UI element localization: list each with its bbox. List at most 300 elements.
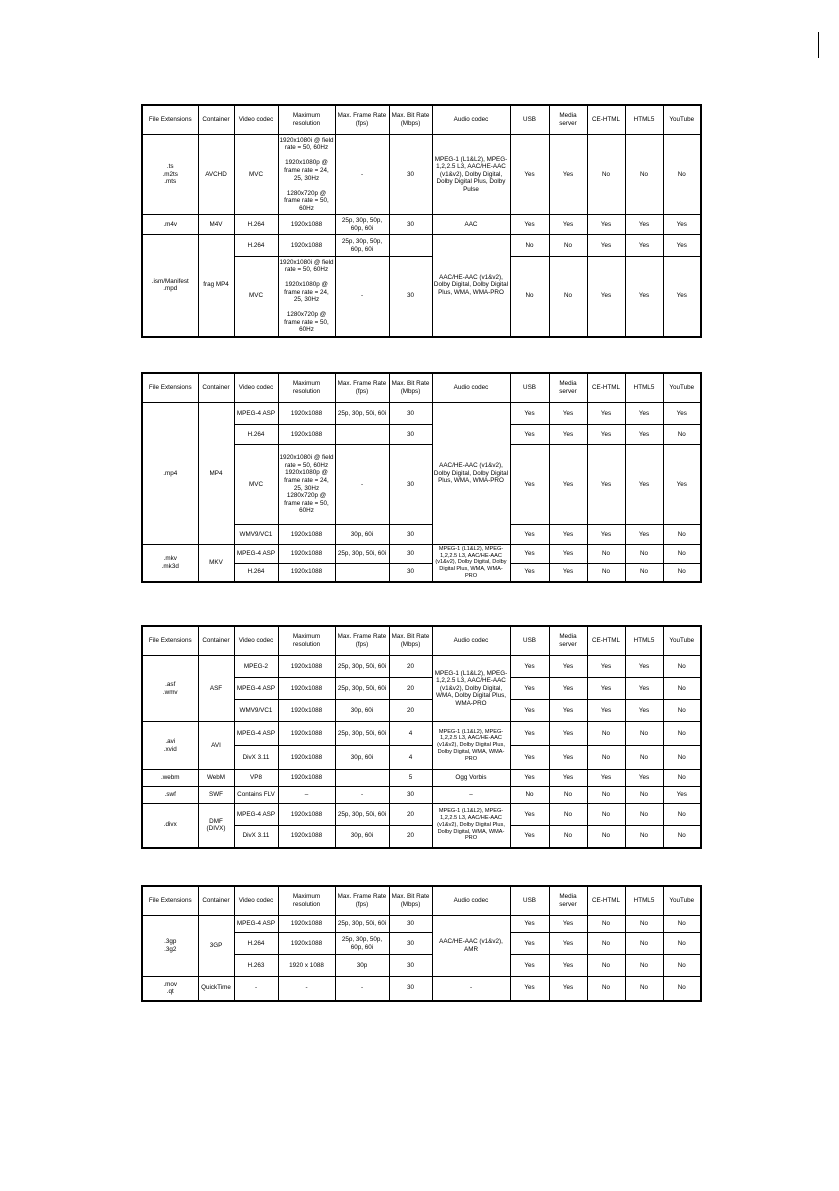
- container: ASF: [198, 656, 234, 722]
- max-resolution: –: [278, 787, 335, 804]
- audio-codec: MPEG-1 (L1&L2), MPEG-1,2,2.5 L3, AAC/HE-AAC (v1&v2), Dolby Digital Plus, Dolby Digital, WMA, WMA-PRO: [432, 804, 510, 848]
- table-row: [142, 656, 701, 678]
- header-cell: CE-HTML: [587, 626, 625, 656]
- usb-support: No: [510, 787, 549, 804]
- max-bit-rate: 30: [389, 977, 432, 1001]
- header-cell: Audio codec: [432, 105, 510, 135]
- container: AVCHD: [198, 135, 234, 215]
- header-cell: Container: [198, 105, 234, 135]
- media-server-support: Yes: [549, 215, 587, 235]
- usb-support: Yes: [510, 545, 549, 564]
- ce-html-support: Yes: [587, 656, 625, 678]
- table-row: [142, 804, 701, 826]
- usb-support: Yes: [510, 678, 549, 700]
- video-codec: H.264: [234, 215, 278, 235]
- ce-html-support: No: [587, 955, 625, 977]
- video-codec: MPEG-2: [234, 656, 278, 678]
- header-cell: Video codec: [234, 105, 278, 135]
- max-bit-rate: 5: [389, 770, 432, 787]
- header-cell: Container: [198, 626, 234, 656]
- max-bit-rate: 20: [389, 678, 432, 700]
- usb-support: Yes: [510, 955, 549, 977]
- audio-codec: -: [432, 977, 510, 1001]
- header-cell: Audio codec: [432, 373, 510, 403]
- file-extension: .avi .xvid: [142, 722, 198, 770]
- youtube-support: No: [663, 656, 701, 678]
- video-codec: MVC: [234, 445, 278, 525]
- container: frag MP4: [198, 235, 234, 337]
- file-extension: .mp4: [142, 403, 198, 545]
- max-resolution: 1920x1088: [278, 656, 335, 678]
- ce-html-support: No: [587, 563, 625, 582]
- youtube-support: No: [663, 678, 701, 700]
- max-frame-rate: 30p: [335, 955, 389, 977]
- table-row: [142, 403, 701, 425]
- header-cell: Maximum resolution: [278, 105, 335, 135]
- file-extension: .3gp .3g2: [142, 916, 198, 977]
- max-frame-rate: [335, 425, 389, 445]
- container: 3GP: [198, 916, 234, 977]
- ce-html-support: Yes: [587, 525, 625, 545]
- html5-support: Yes: [625, 403, 663, 425]
- max-bit-rate: 20: [389, 826, 432, 848]
- html5-support: Yes: [625, 257, 663, 337]
- file-extension: .swf: [142, 787, 198, 804]
- header-row: [142, 373, 701, 403]
- file-extension: .mkv .mk3d: [142, 545, 198, 582]
- video-codec: VP8: [234, 770, 278, 787]
- max-frame-rate: -: [335, 257, 389, 337]
- table-row: [142, 916, 701, 933]
- media-server-support: Yes: [549, 545, 587, 564]
- html5-support: Yes: [625, 656, 663, 678]
- header-cell: Max. Frame Rate (fps): [335, 373, 389, 403]
- max-resolution: 1920x1088: [278, 525, 335, 545]
- youtube-support: No: [663, 770, 701, 787]
- media-server-support: Yes: [549, 722, 587, 746]
- html5-support: No: [625, 916, 663, 933]
- container: MKV: [198, 545, 234, 582]
- video-codec: H.263: [234, 955, 278, 977]
- ce-html-support: No: [587, 787, 625, 804]
- media-server-support: No: [549, 787, 587, 804]
- max-resolution: 1920x1088: [278, 916, 335, 933]
- html5-support: Yes: [625, 700, 663, 722]
- max-frame-rate: 30p, 60i: [335, 826, 389, 848]
- youtube-support: No: [663, 525, 701, 545]
- html5-support: Yes: [625, 770, 663, 787]
- format-table-3: [141, 625, 702, 849]
- html5-support: No: [625, 563, 663, 582]
- header-cell: HTML5: [625, 373, 663, 403]
- max-bit-rate: 30: [389, 955, 432, 977]
- html5-support: No: [625, 826, 663, 848]
- video-codec: MVC: [234, 135, 278, 215]
- youtube-support: No: [663, 916, 701, 933]
- file-extension: .ts .m2ts .mts: [142, 135, 198, 215]
- video-codec: H.264: [234, 425, 278, 445]
- video-codec: MPEG-4 ASP: [234, 804, 278, 826]
- usb-support: No: [510, 257, 549, 337]
- table-row: [142, 135, 701, 215]
- max-frame-rate: 30p, 60i: [335, 525, 389, 545]
- ce-html-support: Yes: [587, 700, 625, 722]
- youtube-support: Yes: [663, 235, 701, 257]
- format-table-1: [141, 104, 702, 338]
- header-cell: CE-HTML: [587, 373, 625, 403]
- header-cell: YouTube: [663, 373, 701, 403]
- container: M4V: [198, 215, 234, 235]
- max-bit-rate: 30: [389, 135, 432, 215]
- usb-support: Yes: [510, 656, 549, 678]
- html5-support: No: [625, 977, 663, 1001]
- html5-support: No: [625, 933, 663, 955]
- youtube-support: Yes: [663, 445, 701, 525]
- ce-html-support: Yes: [587, 235, 625, 257]
- header-cell: Container: [198, 373, 234, 403]
- youtube-support: No: [663, 722, 701, 746]
- ce-html-support: Yes: [587, 425, 625, 445]
- html5-support: No: [625, 787, 663, 804]
- media-server-support: Yes: [549, 403, 587, 425]
- header-cell: YouTube: [663, 626, 701, 656]
- header-cell: Max. Frame Rate (fps): [335, 105, 389, 135]
- max-frame-rate: 25p, 30p, 50i, 60i: [335, 916, 389, 933]
- ce-html-support: No: [587, 545, 625, 564]
- youtube-support: No: [663, 955, 701, 977]
- max-resolution: 1920x1088: [278, 933, 335, 955]
- ce-html-support: No: [587, 916, 625, 933]
- header-cell: Max. Frame Rate (fps): [335, 886, 389, 916]
- max-frame-rate: [335, 770, 389, 787]
- header-cell: CE-HTML: [587, 105, 625, 135]
- max-bit-rate: 30: [389, 933, 432, 955]
- header-cell: Video codec: [234, 626, 278, 656]
- header-cell: Video codec: [234, 373, 278, 403]
- max-bit-rate: 4: [389, 722, 432, 746]
- header-cell: Max. Bit Rate (Mbps): [389, 626, 432, 656]
- header-cell: Media server: [549, 626, 587, 656]
- usb-support: Yes: [510, 563, 549, 582]
- max-resolution: 1920x1088: [278, 215, 335, 235]
- container: WebM: [198, 770, 234, 787]
- max-resolution: 1920x1088: [278, 746, 335, 770]
- usb-support: Yes: [510, 826, 549, 848]
- max-frame-rate: -: [335, 977, 389, 1001]
- video-codec: H.264: [234, 933, 278, 955]
- header-cell: Max. Bit Rate (Mbps): [389, 886, 432, 916]
- max-frame-rate: 25p, 30p, 50i, 60i: [335, 722, 389, 746]
- header-row: [142, 105, 701, 135]
- media-server-support: Yes: [549, 656, 587, 678]
- media-server-support: Yes: [549, 445, 587, 525]
- header-cell: Max. Bit Rate (Mbps): [389, 373, 432, 403]
- audio-codec: MPEG-1 (L1&L2), MPEG-1,2,2.5 L3, AAC/HE-AAC (v1&v2), Dolby Digital Plus, Dolby Digital, WMA, WMA-PRO: [432, 722, 510, 770]
- header-cell: File Extensions: [142, 373, 198, 403]
- audio-codec: Ogg Vorbis: [432, 770, 510, 787]
- media-server-support: Yes: [549, 563, 587, 582]
- youtube-support: No: [663, 545, 701, 564]
- header-cell: Maximum resolution: [278, 886, 335, 916]
- video-codec: MPEG-4 ASP: [234, 916, 278, 933]
- audio-codec: AAC/HE-AAC (v1&v2), AMR: [432, 916, 510, 977]
- max-resolution: 1920x1088: [278, 722, 335, 746]
- video-codec: DivX 3.11: [234, 826, 278, 848]
- file-extension: .mov .qt: [142, 977, 198, 1001]
- youtube-support: Yes: [663, 787, 701, 804]
- html5-support: Yes: [625, 678, 663, 700]
- max-bit-rate: 30: [389, 545, 432, 564]
- file-extension: .m4v: [142, 215, 198, 235]
- video-codec: -: [234, 977, 278, 1001]
- video-codec: WMV9/VC1: [234, 525, 278, 545]
- max-frame-rate: 25p, 30p, 50i, 60i: [335, 656, 389, 678]
- audio-codec: AAC/HE-AAC (v1&v2), Dolby Digital, Dolby Digital Plus, WMA, WMA-PRO: [432, 235, 510, 337]
- header-cell: YouTube: [663, 886, 701, 916]
- video-codec: MPEG-4 ASP: [234, 678, 278, 700]
- container: DMF (DIVX): [198, 804, 234, 848]
- media-server-support: Yes: [549, 678, 587, 700]
- usb-support: Yes: [510, 403, 549, 425]
- format-table-2: [141, 372, 702, 583]
- html5-support: No: [625, 135, 663, 215]
- header-cell: Media server: [549, 105, 587, 135]
- audio-codec: AAC/HE-AAC (v1&v2), Dolby Digital, Dolby Digital Plus, WMA, WMA-PRO: [432, 403, 510, 545]
- media-server-support: Yes: [549, 525, 587, 545]
- header-cell: Max. Bit Rate (Mbps): [389, 105, 432, 135]
- usb-support: Yes: [510, 933, 549, 955]
- table-row: [142, 770, 701, 787]
- audio-codec: –: [432, 787, 510, 804]
- media-server-support: No: [549, 257, 587, 337]
- html5-support: Yes: [625, 525, 663, 545]
- max-resolution: 1920x1088: [278, 545, 335, 564]
- media-server-support: Yes: [549, 770, 587, 787]
- table-row: [142, 977, 701, 1001]
- max-frame-rate: 25p, 30p, 50i, 60i: [335, 403, 389, 425]
- max-resolution: 1920x1088: [278, 770, 335, 787]
- table-row: [142, 545, 701, 564]
- container: QuickTime: [198, 977, 234, 1001]
- header-cell: HTML5: [625, 626, 663, 656]
- video-codec: Contains FLV: [234, 787, 278, 804]
- header-cell: CE-HTML: [587, 886, 625, 916]
- header-cell: YouTube: [663, 105, 701, 135]
- file-extension: .webm: [142, 770, 198, 787]
- max-bit-rate: 30: [389, 787, 432, 804]
- max-resolution: 1920x1080i @ field rate = 50, 60Hz 1920x1080p @ frame rate = 24, 25, 30Hz 1280x720p @ frame rate = 50, 60Hz: [278, 257, 335, 337]
- ce-html-support: Yes: [587, 678, 625, 700]
- header-row: [142, 626, 701, 656]
- video-codec: MPEG-4 ASP: [234, 403, 278, 425]
- max-frame-rate: 25p, 30p, 50i, 60i: [335, 545, 389, 564]
- max-resolution: 1920 x 1088: [278, 955, 335, 977]
- youtube-support: No: [663, 804, 701, 826]
- ce-html-support: No: [587, 135, 625, 215]
- max-bit-rate: 30: [389, 425, 432, 445]
- max-frame-rate: 30p, 60i: [335, 746, 389, 770]
- ce-html-support: No: [587, 933, 625, 955]
- html5-support: Yes: [625, 235, 663, 257]
- youtube-support: No: [663, 563, 701, 582]
- ce-html-support: Yes: [587, 257, 625, 337]
- usb-support: Yes: [510, 746, 549, 770]
- header-cell: Maximum resolution: [278, 373, 335, 403]
- header-cell: Audio codec: [432, 626, 510, 656]
- max-bit-rate: 20: [389, 804, 432, 826]
- table-row: [142, 787, 701, 804]
- max-bit-rate: 30: [389, 525, 432, 545]
- audio-codec: AAC: [432, 215, 510, 235]
- header-cell: File Extensions: [142, 105, 198, 135]
- table-row: [142, 235, 701, 257]
- max-resolution: 1920x1088: [278, 235, 335, 257]
- video-codec: WMV9/VC1: [234, 700, 278, 722]
- usb-support: Yes: [510, 916, 549, 933]
- ce-html-support: No: [587, 977, 625, 1001]
- audio-codec: MPEG-1 (L1&L2), MPEG-1,2,2.5 L3, AAC/HE-AAC (v1&v2), Dolby Digital, Dolby Digital Plus, WMA, WMA-PRO: [432, 545, 510, 582]
- youtube-support: Yes: [663, 257, 701, 337]
- max-bit-rate: 30: [389, 916, 432, 933]
- max-frame-rate: 25p, 30p, 50i, 60i: [335, 678, 389, 700]
- max-resolution: -: [278, 977, 335, 1001]
- header-cell: Media server: [549, 886, 587, 916]
- youtube-support: No: [663, 135, 701, 215]
- max-resolution: 1920x1088: [278, 700, 335, 722]
- media-server-support: Yes: [549, 746, 587, 770]
- container: AVI: [198, 722, 234, 770]
- max-frame-rate: [335, 563, 389, 582]
- max-bit-rate: [389, 235, 432, 257]
- ce-html-support: No: [587, 746, 625, 770]
- ce-html-support: Yes: [587, 215, 625, 235]
- max-bit-rate: 20: [389, 700, 432, 722]
- html5-support: No: [625, 722, 663, 746]
- header-cell: HTML5: [625, 886, 663, 916]
- header-cell: Container: [198, 886, 234, 916]
- header-cell: File Extensions: [142, 626, 198, 656]
- youtube-support: No: [663, 933, 701, 955]
- youtube-support: No: [663, 425, 701, 445]
- youtube-support: Yes: [663, 215, 701, 235]
- crop-mark: [818, 32, 819, 58]
- max-resolution: 1920x1088: [278, 678, 335, 700]
- youtube-support: No: [663, 700, 701, 722]
- header-cell: File Extensions: [142, 886, 198, 916]
- media-server-support: Yes: [549, 916, 587, 933]
- html5-support: No: [625, 955, 663, 977]
- audio-codec: MPEG-1 (L1&L2), MPEG-1,2,2.5 L3, AAC/HE-AAC (v1&v2), Dolby Digital, Dolby Digital Plus, Dolby Pulse: [432, 135, 510, 215]
- usb-support: Yes: [510, 215, 549, 235]
- max-bit-rate: 30: [389, 257, 432, 337]
- max-resolution: 1920x1088: [278, 403, 335, 425]
- video-codec: H.264: [234, 235, 278, 257]
- file-extension: .asf .wmv: [142, 656, 198, 722]
- max-frame-rate: -: [335, 445, 389, 525]
- file-extension: .divx: [142, 804, 198, 848]
- media-server-support: Yes: [549, 977, 587, 1001]
- header-row: [142, 886, 701, 916]
- header-cell: Video codec: [234, 886, 278, 916]
- max-resolution: 1920x1088: [278, 826, 335, 848]
- usb-support: Yes: [510, 722, 549, 746]
- max-bit-rate: 30: [389, 403, 432, 425]
- table-row: [142, 722, 701, 746]
- max-bit-rate: 20: [389, 656, 432, 678]
- usb-support: Yes: [510, 425, 549, 445]
- max-bit-rate: 30: [389, 563, 432, 582]
- ce-html-support: No: [587, 804, 625, 826]
- video-codec: MPEG-4 ASP: [234, 545, 278, 564]
- media-server-support: Yes: [549, 425, 587, 445]
- ce-html-support: No: [587, 722, 625, 746]
- header-cell: Audio codec: [432, 886, 510, 916]
- ce-html-support: Yes: [587, 403, 625, 425]
- media-server-support: Yes: [549, 700, 587, 722]
- html5-support: Yes: [625, 425, 663, 445]
- video-codec: MPEG-4 ASP: [234, 722, 278, 746]
- html5-support: Yes: [625, 215, 663, 235]
- max-frame-rate: 25p, 30p, 50i, 60i: [335, 804, 389, 826]
- format-table-4: [141, 885, 702, 1002]
- media-server-support: Yes: [549, 933, 587, 955]
- header-cell: USB: [510, 105, 549, 135]
- html5-support: No: [625, 545, 663, 564]
- media-server-support: No: [549, 235, 587, 257]
- html5-support: No: [625, 804, 663, 826]
- max-resolution: 1920x1080i @ field rate = 50, 60Hz 1920x1080p @ frame rate = 24, 25, 30Hz 1280x720p @ frame rate = 50, 60Hz: [278, 135, 335, 215]
- header-cell: Max. Frame Rate (fps): [335, 626, 389, 656]
- usb-support: Yes: [510, 525, 549, 545]
- file-extension: .ism/Manifest .mpd: [142, 235, 198, 337]
- html5-support: Yes: [625, 445, 663, 525]
- header-cell: Media server: [549, 373, 587, 403]
- youtube-support: Yes: [663, 403, 701, 425]
- header-cell: USB: [510, 373, 549, 403]
- usb-support: Yes: [510, 977, 549, 1001]
- html5-support: No: [625, 746, 663, 770]
- header-cell: USB: [510, 886, 549, 916]
- max-frame-rate: 25p, 30p, 50p, 60p, 60i: [335, 215, 389, 235]
- youtube-support: No: [663, 746, 701, 770]
- usb-support: Yes: [510, 804, 549, 826]
- ce-html-support: Yes: [587, 770, 625, 787]
- max-bit-rate: 30: [389, 215, 432, 235]
- header-cell: USB: [510, 626, 549, 656]
- container: SWF: [198, 787, 234, 804]
- max-frame-rate: 30p, 60i: [335, 700, 389, 722]
- usb-support: Yes: [510, 445, 549, 525]
- video-codec: H.264: [234, 563, 278, 582]
- max-resolution: 1920x1088: [278, 425, 335, 445]
- media-server-support: Yes: [549, 955, 587, 977]
- usb-support: Yes: [510, 700, 549, 722]
- usb-support: No: [510, 235, 549, 257]
- max-frame-rate: 25p, 30p, 50p, 60p, 60i: [335, 235, 389, 257]
- header-cell: HTML5: [625, 105, 663, 135]
- table-row: [142, 215, 701, 235]
- max-resolution: 1920x1088: [278, 563, 335, 582]
- media-server-support: No: [549, 826, 587, 848]
- container: MP4: [198, 403, 234, 545]
- youtube-support: No: [663, 977, 701, 1001]
- video-codec: DivX 3.11: [234, 746, 278, 770]
- max-frame-rate: -: [335, 787, 389, 804]
- video-codec: MVC: [234, 257, 278, 337]
- header-cell: Maximum resolution: [278, 626, 335, 656]
- media-server-support: No: [549, 804, 587, 826]
- media-server-support: Yes: [549, 135, 587, 215]
